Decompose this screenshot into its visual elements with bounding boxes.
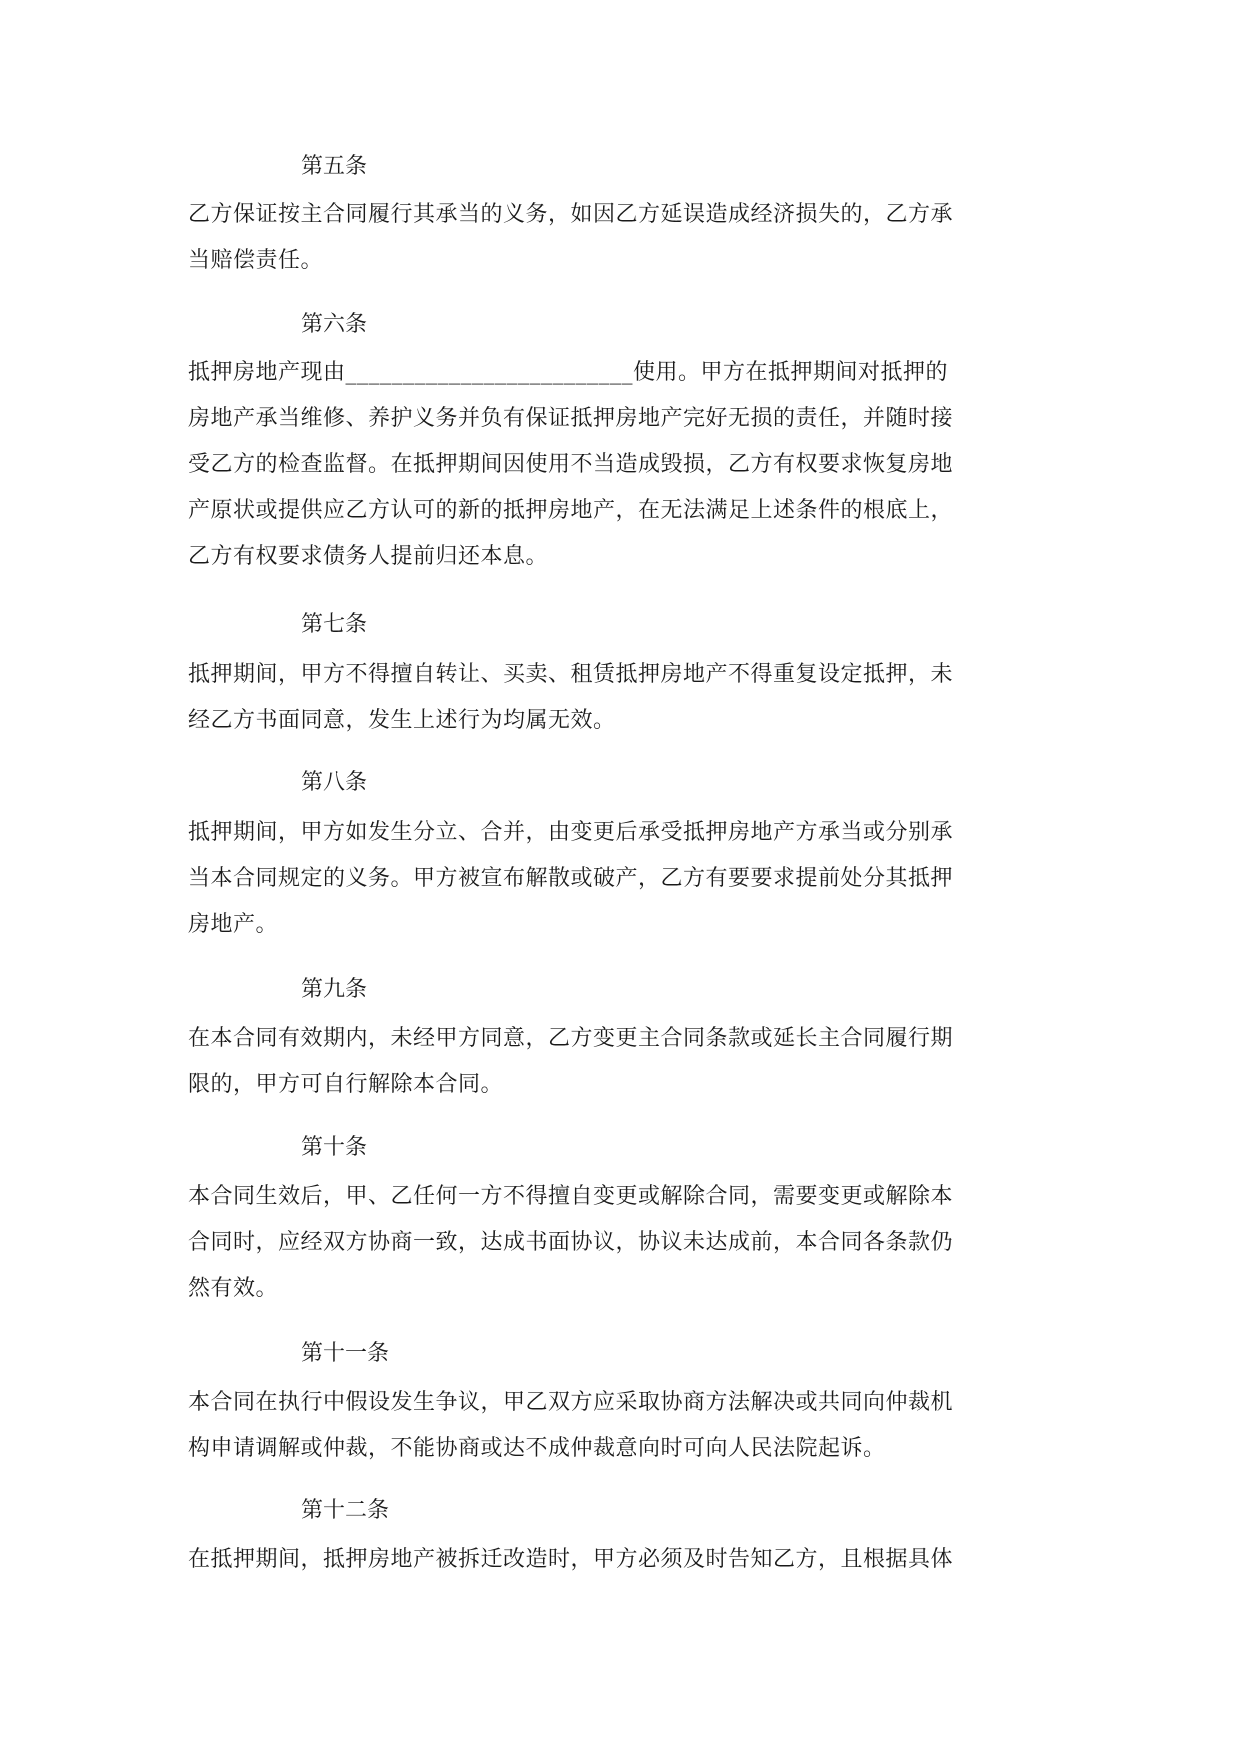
article-6-line-4: 产原状或提供应乙方认可的新的抵押房地产，在无法满足上述条件的根底上， xyxy=(188,498,954,523)
article-6-line-5: 乙方有权要求债务人提前归还本息。 xyxy=(188,544,549,569)
article-7-line-2: 经乙方书面同意，发生上述行为均属无效。 xyxy=(188,708,616,733)
article-12-heading: 第十二条 xyxy=(301,1498,390,1523)
article-8-heading: 第八条 xyxy=(301,770,368,795)
article-7-body xyxy=(188,652,1058,744)
article-12-line-1: 在抵押期间，抵押房地产被拆迁改造时，甲方必须及时告知乙方，且根据具体 xyxy=(188,1547,954,1572)
article-9-line-2: 限的，甲方可自行解除本合同。 xyxy=(188,1072,504,1097)
article-10-line-1: 本合同生效后，甲、乙任何一方不得擅自变更或解除合同，需要变更或解除本 xyxy=(188,1184,954,1209)
article-12-body xyxy=(188,1537,1058,1583)
article-6-body xyxy=(188,350,1058,580)
article-6-line-3: 受乙方的检查监督。在抵押期间因使用不当造成毁损，乙方有权要求恢复房地 xyxy=(188,452,954,477)
article-5-line-2: 当赔偿责任。 xyxy=(188,248,324,273)
article-9-body xyxy=(188,1016,1058,1108)
article-5-heading: 第五条 xyxy=(301,154,368,179)
article-8-line-1: 抵押期间，甲方如发生分立、合并，由变更后承受抵押房地产方承当或分别承 xyxy=(188,820,954,845)
article-6-line-2: 房地产承当维修、养护义务并负有保证抵押房地产完好无损的责任，并随时接 xyxy=(188,406,954,431)
article-7-line-1: 抵押期间，甲方不得擅自转让、买卖、租赁抵押房地产不得重复设定抵押，未 xyxy=(188,662,954,687)
article-5-body xyxy=(188,192,1058,284)
article-10-line-2: 合同时，应经双方协商一致，达成书面协议，协议未达成前，本合同各条款仍 xyxy=(188,1230,954,1255)
article-9-line-1: 在本合同有效期内，未经甲方同意，乙方变更主合同条款或延长主合同履行期 xyxy=(188,1026,954,1051)
article-7-heading: 第七条 xyxy=(301,612,368,637)
article-10-line-3: 然有效。 xyxy=(188,1276,279,1301)
article-10-heading: 第十条 xyxy=(301,1135,368,1160)
article-8-line-3: 房地产。 xyxy=(188,912,279,937)
article-10-body xyxy=(188,1174,1058,1312)
article-11-line-2: 构申请调解或仲裁，不能协商或达不成仲裁意向时可向人民法院起诉。 xyxy=(188,1436,886,1461)
article-5-line-1: 乙方保证按主合同履行其承当的义务，如因乙方延误造成经济损失的，乙方承 xyxy=(188,202,954,227)
article-8-line-2: 当本合同规定的义务。甲方被宣布解散或破产，乙方有要要求提前处分其抵押 xyxy=(188,866,954,891)
article-11-heading: 第十一条 xyxy=(301,1341,390,1366)
article-11-body xyxy=(188,1380,1058,1472)
article-6-heading: 第六条 xyxy=(301,312,368,337)
article-6-line-1: 抵押房地产现由_________________________使用。甲方在抵押期间对抵押的 xyxy=(188,360,949,385)
article-9-heading: 第九条 xyxy=(301,977,368,1002)
article-11-line-1: 本合同在执行中假设发生争议，甲乙双方应采取协商方法解决或共同向仲裁机 xyxy=(188,1390,954,1415)
article-8-body xyxy=(188,810,1058,948)
